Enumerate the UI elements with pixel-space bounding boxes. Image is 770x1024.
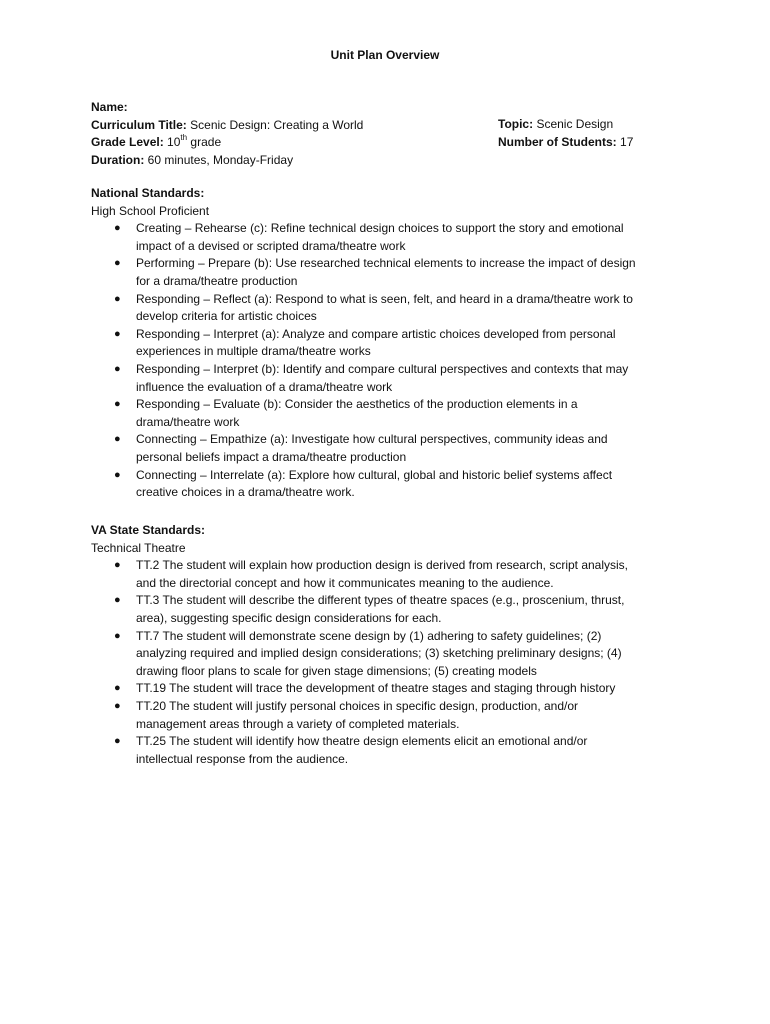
list-item [91,557,666,592]
topic-row [498,116,633,134]
page-title: Unit Plan Overview [330,48,440,62]
duration-label: Duration: [91,152,145,167]
list-item-line: Performing – Prepare (b): Use researched technical elements to increase the impact of design [136,256,636,271]
list-item-line: Responding – Interpret (a): Analyze and compare artistic choices developed from personal [136,326,616,341]
list-item-line: TT.3 The student will describe the different types of theatre spaces (e.g., proscenium, thrust, [136,593,625,608]
curriculum-title-row [91,117,363,135]
bullet-icon: ● [114,682,121,695]
bullet-icon: ● [114,433,121,446]
name-label: Name: [91,100,128,114]
list-item-line: personal beliefs impact a drama/theatre production [136,449,407,464]
list-item-line: TT.7 The student will demonstrate scene design by (1) adhering to safety guidelines; (2) [136,628,602,643]
students-label: Number of Students: [498,134,617,149]
students-value: 17 [620,134,634,149]
va-standards-list [0,557,666,768]
topic-value: Scenic Design [536,117,614,131]
list-item-line: for a drama/theatre production [136,273,298,288]
list-item-line: Connecting – Empathize (a): Investigate how cultural perspectives, community ideas and [136,432,608,447]
grade-level-row [91,134,363,152]
list-item-line: analyzing required and implied design considerations; (3) sketching preliminary designs; (4) [136,646,622,661]
list-item-line: creative choices in a drama/theatre work. [136,485,355,500]
list-item [91,220,666,255]
bullet-icon: ● [114,594,121,607]
va-standards-heading: VA State Standards: [91,523,206,537]
bullet-icon: ● [114,699,121,712]
national-standards-section [91,185,666,502]
list-item [91,396,666,431]
list-item-line: and the directorial concept and how it communicates meaning to the audience. [136,575,554,590]
grade-suffix: th [180,133,188,143]
bullet-icon: ● [114,559,121,572]
va-standards-subheading: Technical Theatre [91,540,186,555]
list-item-line: Responding – Reflect (a): Respond to what is seen, felt, and heard in a drama/theatre work to [136,291,633,306]
list-item [91,255,666,290]
list-item [91,628,666,681]
list-item [91,326,666,361]
list-item-line: drama/theatre work [136,414,240,429]
list-item-line: management areas through a variety of completed materials. [136,716,460,731]
list-item [91,592,666,627]
curriculum-title-label: Curriculum Title: [91,117,187,132]
national-standards-heading: National Standards: [91,186,205,200]
list-item-line: TT.2 The student will explain how production design is derived from research, script analysis, [136,558,629,573]
list-item-line: Connecting – Interrelate (a): Explore how cultural, global and historic belief systems affect [136,467,613,482]
bullet-icon: ● [114,398,121,411]
list-item-line: drawing floor plans to scale for given stage dimensions; (5) creating models [136,663,537,678]
unit-info [91,99,363,169]
list-item-line: TT.20 The student will justify personal choices in specific design, production, and/or [136,698,579,713]
bullet-icon: ● [114,257,121,270]
duration-value: 60 minutes, Monday-Friday [147,152,294,167]
list-item-line: influence the evaluation of a drama/theatre work [136,379,393,394]
duration-row [91,152,363,170]
bullet-icon: ● [114,327,121,340]
bullet-icon: ● [114,468,121,481]
topic-info [498,116,633,151]
list-item-line: TT.25 The student will identify how theatre design elements elicit an emotional and/or [136,734,588,749]
list-item [91,431,666,466]
topic-label: Topic: [498,117,534,131]
curriculum-title-value: Scenic Design: Creating a World [190,117,364,132]
list-item-line: develop criteria for artistic choices [136,309,317,324]
list-item [91,680,666,698]
list-item-line: experiences in multiple drama/theatre works [136,344,371,359]
va-standards-section [91,522,666,768]
grade-number: 10 [167,135,181,150]
list-item [91,698,666,733]
list-item-line: Responding – Interpret (b): Identify and compare cultural perspectives and contexts that may [136,361,629,376]
list-item-line: Creating – Rehearse (c): Refine technical design choices to support the story and emotional [136,221,624,236]
list-item-line: Responding – Evaluate (b): Consider the aesthetics of the production elements in a [136,397,578,412]
bullet-icon: ● [114,292,121,305]
list-item [91,361,666,396]
national-standards-subheading: High School Proficient [91,203,210,218]
list-item-line: intellectual response from the audience. [136,751,349,766]
students-row [498,134,633,152]
national-standards-list [0,220,666,502]
bullet-icon: ● [114,735,121,748]
bullet-icon: ● [114,222,121,235]
list-item-line: TT.19 The student will trace the development of theatre stages and staging through history [136,681,616,696]
list-item [91,291,666,326]
bullet-icon: ● [114,362,121,375]
list-item-line: impact of a devised or scripted drama/theatre work [136,238,406,253]
list-item-line: area), suggesting specific design considerations for each. [136,610,442,625]
grade-word: grade [190,135,222,150]
list-item [91,733,666,768]
list-item [91,467,666,502]
bullet-icon: ● [114,629,121,642]
grade-level-label: Grade Level: [91,135,164,150]
